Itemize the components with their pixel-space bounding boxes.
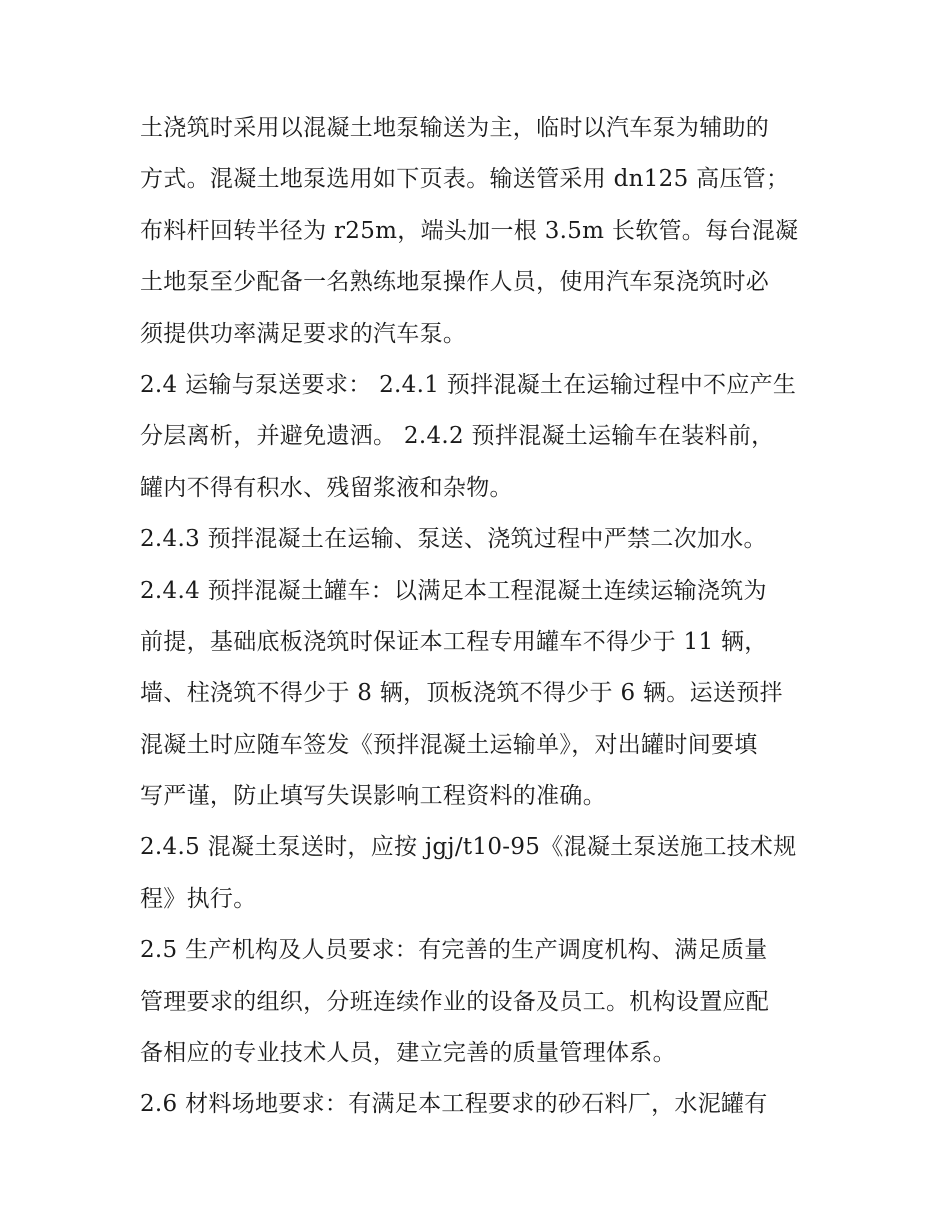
text-line: 须提供功率满足要求的汽车泵。	[140, 320, 467, 347]
text-line: 布料杆回转半径为 r25m，端头加一根 3.5m 长软管。每台混凝	[140, 217, 799, 244]
section-2-4-line: 2.4 运输与泵送要求： 2.4.1 预拌混凝土在运输过程中不应产生	[140, 371, 797, 398]
text-line: 备相应的专业技术人员，建立完善的质量管理体系。	[140, 1040, 676, 1067]
text-line: 前提，基础底板浇筑时保证本工程专用罐车不得少于 11 辆，	[140, 628, 768, 655]
text-line: 方式。混凝土地泵选用如下页表。输送管采用 dn125 高压管；	[140, 166, 790, 193]
section-2-6-line: 2.6 材料场地要求：有满足本工程要求的砂石料厂，水泥罐有	[140, 1091, 768, 1118]
text-line: 土地泵至少配备一名熟练地泵操作人员，使用汽车泵浇筑时必	[140, 269, 770, 296]
text-line: 写严谨，防止填写失误影响工程资料的准确。	[140, 783, 606, 810]
document-body	[140, 103, 820, 1131]
section-2-5-line: 2.5 生产机构及人员要求：有完善的生产调度机构、满足质量	[140, 937, 768, 964]
text-line: 土浇筑时采用以混凝土地泵输送为主，临时以汽车泵为辅助的	[140, 115, 770, 141]
section-2-4-3-line: 2.4.3 预拌混凝土在运输、泵送、浇筑过程中严禁二次加水。	[140, 526, 767, 553]
section-2-4-5-line: 2.4.5 混凝土泵送时，应按 jgj/t10-95《混凝土泵送施工技术规	[140, 834, 797, 861]
text-line: 分层离析，并避免遗洒。 2.4.2 预拌混凝土运输车在装料前，	[140, 423, 775, 450]
section-2-4-4-line: 2.4.4 预拌混凝土罐车：以满足本工程混凝土连续运输浇筑为	[140, 577, 767, 604]
text-line: 墙、柱浇筑不得少于 8 辆，顶板浇筑不得少于 6 辆。运送预拌	[140, 680, 783, 707]
text-line: 程》执行。	[140, 885, 257, 912]
text-line: 罐内不得有积水、残留浆液和杂物。	[140, 474, 513, 501]
text-line: 混凝土时应随车签发《预拌混凝土运输单》，对出罐时间要填	[140, 731, 758, 758]
text-line: 管理要求的组织，分班连续作业的设备及员工。机构设置应配	[140, 988, 770, 1015]
